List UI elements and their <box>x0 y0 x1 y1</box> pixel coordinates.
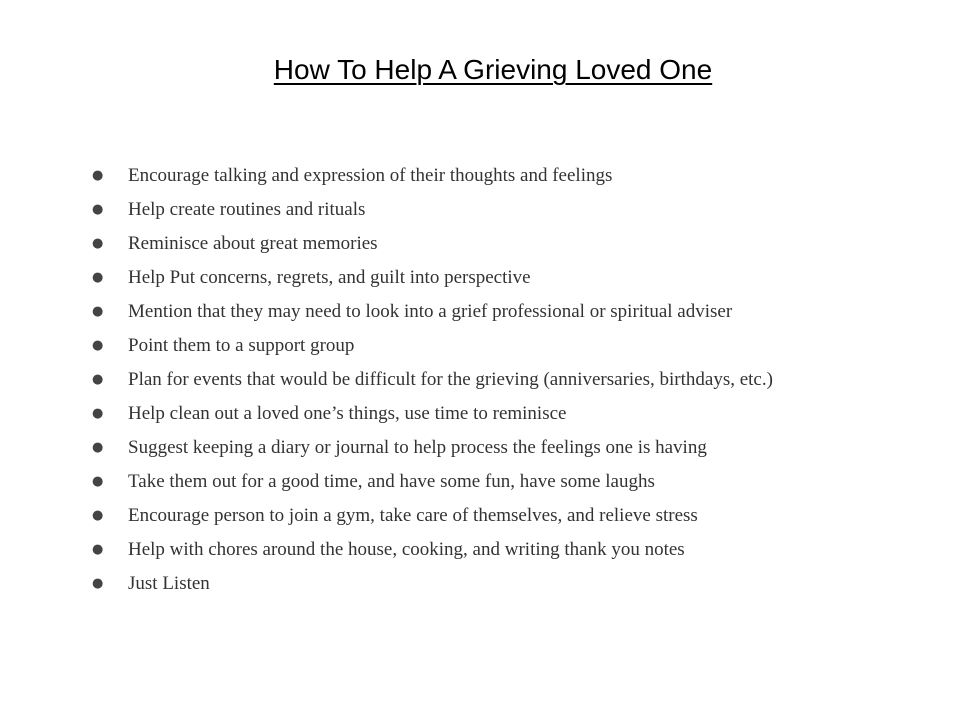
list-item-text: Mention that they may need to look into a grief professional or spiritual adviser <box>128 301 733 322</box>
list-item-text: Help clean out a loved one’s things, use time to reminisce <box>128 403 567 424</box>
bullet-icon: ● <box>92 338 104 353</box>
bullet-icon: ● <box>92 270 104 285</box>
bullet-icon: ● <box>92 236 104 251</box>
bullet-icon: ● <box>92 168 104 183</box>
bullet-icon: ● <box>92 542 104 557</box>
bullet-icon: ● <box>92 406 104 421</box>
list-item-text: Plan for events that would be difficult for the grieving (anniversaries, birthdays, etc.) <box>128 369 773 390</box>
bullet-icon: ● <box>92 508 104 523</box>
bullet-icon: ● <box>92 202 104 217</box>
bullet-icon: ● <box>92 474 104 489</box>
list-item-text: Suggest keeping a diary or journal to help process the feelings one is having <box>128 437 707 458</box>
list-item-text: Help with chores around the house, cooking, and writing thank you notes <box>128 539 685 560</box>
page-title: How To Help A Grieving Loved One <box>273 54 713 85</box>
list-item-text: Help Put concerns, regrets, and guilt into perspective <box>128 267 531 288</box>
list-item-text: Encourage talking and expression of their thoughts and feelings <box>128 165 613 186</box>
bullet-icon: ● <box>92 372 104 387</box>
list-item-text: Point them to a support group <box>128 335 355 356</box>
list-item-text: Just Listen <box>128 573 210 594</box>
list-item-text: Take them out for a good time, and have some fun, have some laughs <box>128 471 655 492</box>
bullet-icon: ● <box>92 304 104 319</box>
list-item-text: Reminisce about great memories <box>128 233 378 254</box>
list-item-text: Encourage person to join a gym, take care of themselves, and relieve stress <box>128 505 698 526</box>
list-item-text: Help create routines and rituals <box>128 199 366 220</box>
bullet-icon: ● <box>92 576 104 591</box>
bullet-icon: ● <box>92 440 104 455</box>
